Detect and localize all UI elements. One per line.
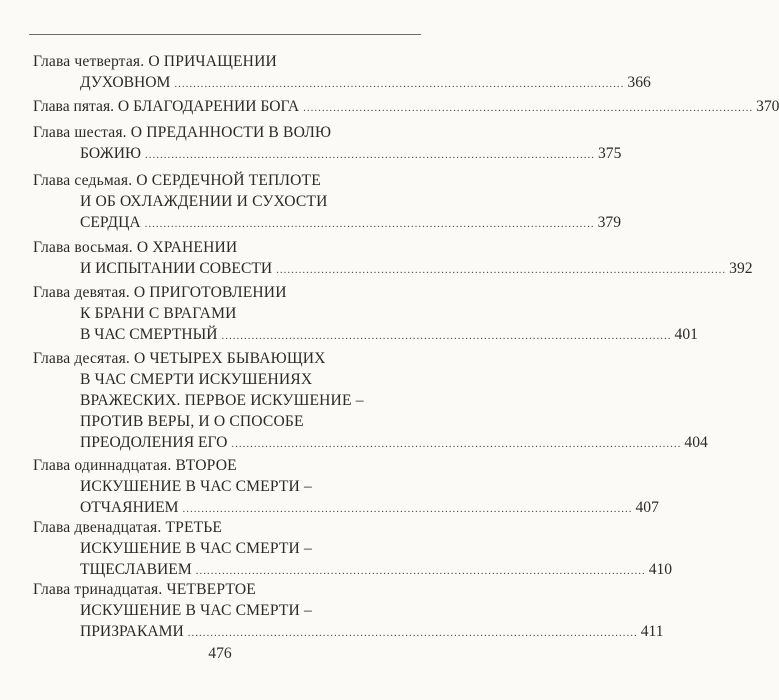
dot-leader: ........................................................................................................................ <box>144 218 595 230</box>
toc-title-end: В ЧАС СМЕРТНЫЙ <box>80 326 218 343</box>
toc-title-line: Глава девятая. О ПРИГОТОВЛЕНИИ <box>33 284 287 301</box>
toc-title-end: СЕРДЦА <box>80 214 141 231</box>
toc-last-line <box>80 213 621 233</box>
toc-title-end: ПРЕОДОЛЕНИЯ ЕГО <box>80 434 228 451</box>
page-number: 392 <box>729 260 753 277</box>
dot-leader: ........................................................................................................................ <box>303 102 754 114</box>
page-number: 370 <box>756 98 779 115</box>
toc-title-line: Глава шестая. О ПРЕДАННОСТИ В ВОЛЮ <box>33 124 332 141</box>
toc-title-end: ОТЧАЯНИЕМ <box>80 499 179 516</box>
toc-title-end: БОЖИЮ <box>80 145 141 162</box>
toc-title-end: ДУХОВНОМ <box>80 74 171 91</box>
dot-leader: ........................................................................................................................ <box>187 627 638 639</box>
dot-leader: ........................................................................................................................ <box>231 438 682 450</box>
toc-last-line <box>80 259 753 279</box>
dot-leader: ........................................................................................................................ <box>276 264 727 276</box>
toc-title-line: Глава десятая. О ЧЕТЫРЕХ БЫВАЮЩИХ <box>33 350 326 367</box>
dot-leader: ........................................................................................................................ <box>144 149 595 161</box>
toc-title-line: Глава тринадцатая. ЧЕТВЕРТОЕ <box>33 581 256 598</box>
toc-title-line: Глава восьмая. О ХРАНЕНИИ <box>33 239 238 256</box>
toc-title-line: Глава четвертая. О ПРИЧАЩЕНИИ <box>33 53 277 70</box>
toc-title-line: ВРАЖЕСКИХ. ПЕРВОЕ ИСКУШЕНИЕ – <box>80 392 364 409</box>
dot-leader: ........................................................................................................................ <box>182 503 633 515</box>
page-folio: 476 <box>208 645 232 662</box>
toc-title-line: Глава двенадцатая. ТРЕТЬЕ <box>33 519 223 536</box>
dot-leader: ........................................................................................................................ <box>174 78 625 90</box>
toc-last-line <box>80 622 664 642</box>
toc-title-line: ИСКУШЕНИЕ В ЧАС СМЕРТИ – <box>80 478 312 495</box>
toc-title-line: И ОБ ОХЛАЖДЕНИИ И СУХОСТИ <box>80 193 328 210</box>
dot-leader: ........................................................................................................................ <box>221 330 672 342</box>
toc-title-line: В ЧАС СМЕРТИ ИСКУШЕНИЯХ <box>80 371 313 388</box>
page-number: 407 <box>635 499 659 516</box>
toc-last-line <box>80 73 651 93</box>
toc-title-line: Глава седьмая. О СЕРДЕЧНОЙ ТЕПЛОТЕ <box>33 172 321 189</box>
page-number: 404 <box>684 434 708 451</box>
toc-title-end: И ИСПЫТАНИИ СОВЕСТИ <box>80 260 273 277</box>
toc-title-end: ТЩЕСЛАВИЕМ <box>80 561 192 578</box>
toc-title-line: ИСКУШЕНИЕ В ЧАС СМЕРТИ – <box>80 540 312 557</box>
page-number: 379 <box>597 214 621 231</box>
page-number: 410 <box>648 561 673 578</box>
toc-last-line <box>80 144 622 164</box>
toc-title-line: ИСКУШЕНИЕ В ЧАС СМЕРТИ – <box>80 602 312 619</box>
toc-title-line: Глава одиннадцатая. ВТОРОЕ <box>33 457 237 474</box>
toc-title-line: ПРОТИВ ВЕРЫ, И О СПОСОБЕ <box>80 413 304 430</box>
page-number: 401 <box>674 326 698 343</box>
toc-last-line <box>80 498 659 518</box>
page-number: 411 <box>640 623 664 640</box>
toc-last-line <box>80 560 673 580</box>
toc-last-line <box>80 325 698 345</box>
page-number: 366 <box>627 74 651 91</box>
toc-last-line <box>33 97 779 117</box>
toc-title-end: Глава пятая. О БЛАГОДАРЕНИИ БОГА <box>33 98 300 115</box>
toc-title-end: ПРИЗРАКАМИ <box>80 623 184 640</box>
toc-title-line: К БРАНИ С ВРАГАМИ <box>80 305 237 322</box>
page-number: 375 <box>597 145 622 162</box>
dot-leader: ........................................................................................................................ <box>195 565 646 577</box>
toc-last-line <box>80 433 708 453</box>
